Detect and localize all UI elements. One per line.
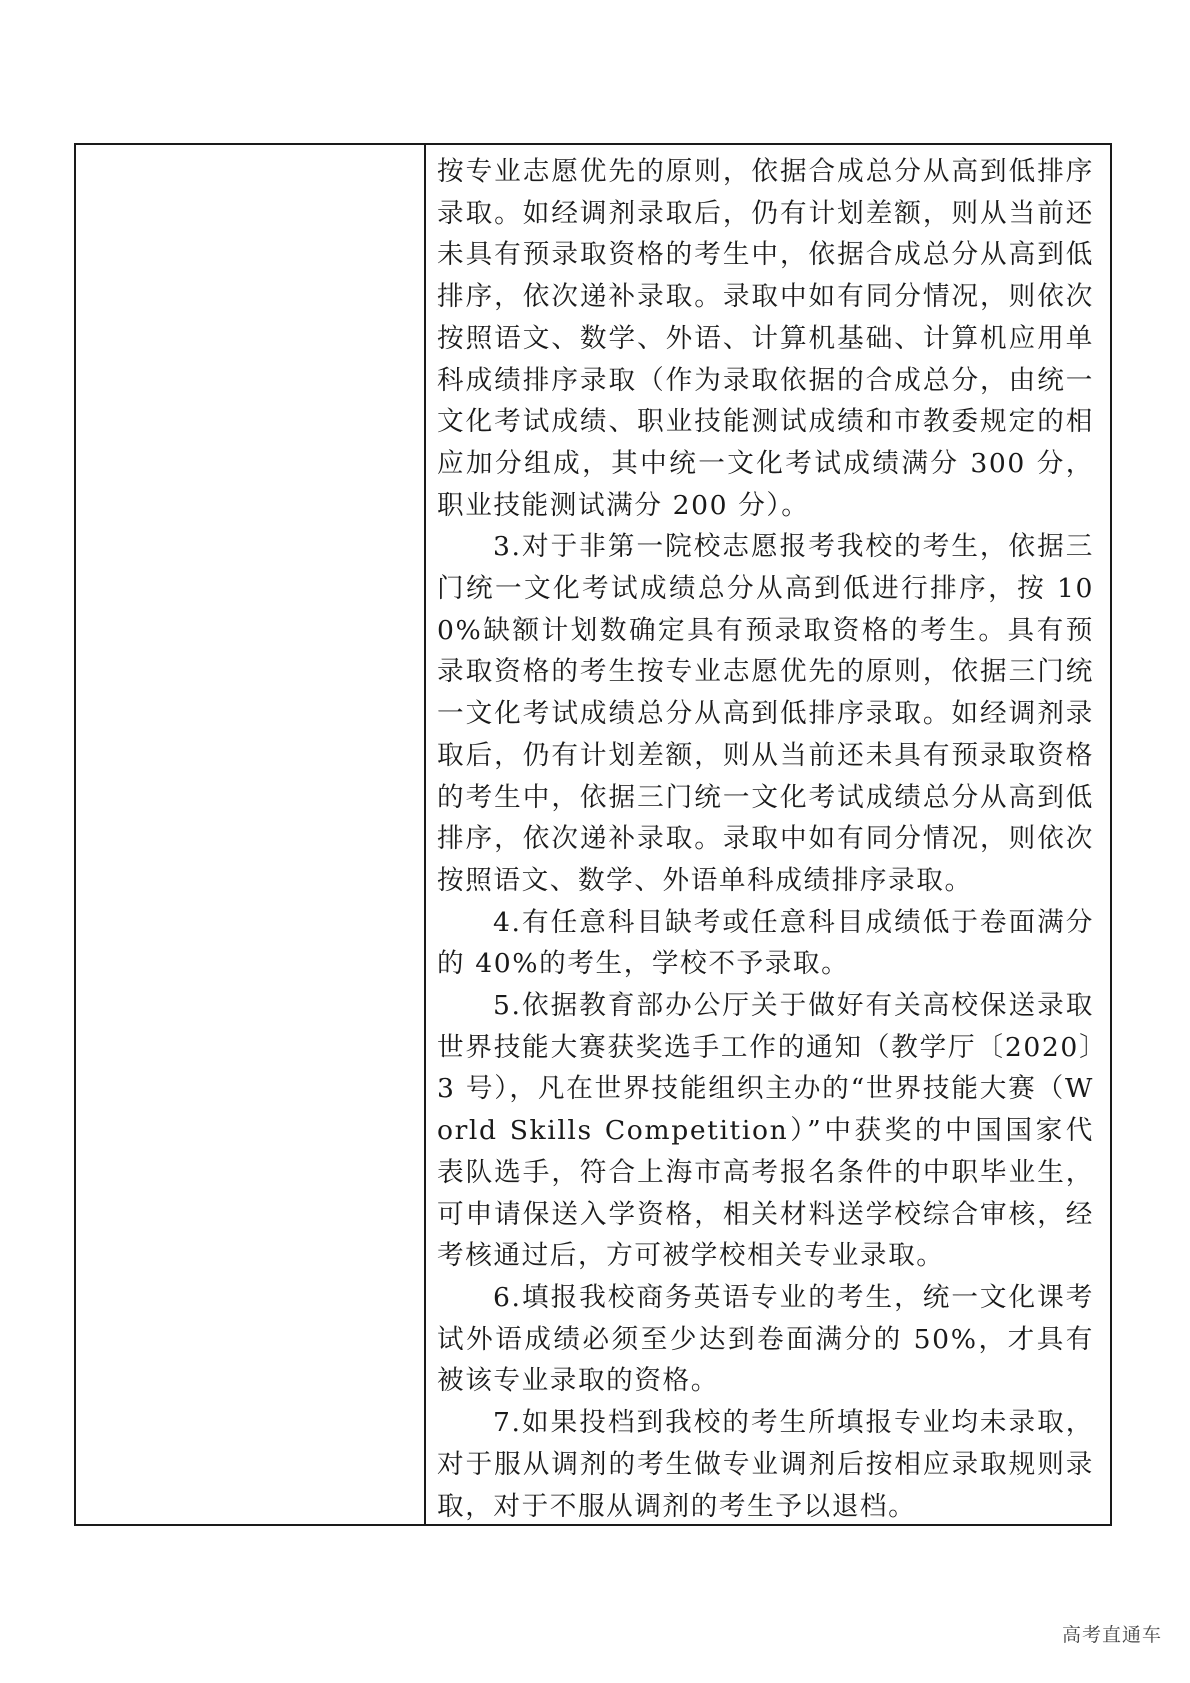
admission-rules-table — [74, 143, 1112, 1526]
paragraph-rule-6: 6.填报我校商务英语专业的考生，统一文化课考试外语成绩必须至少达到卷面满分的 50%，才具有被该专业录取的资格。 — [437, 1281, 1094, 1397]
paragraph-continued-rule: 按专业志愿优先的原则，依据合成总分从高到低排序录取。如经调剂录取后，仍有计划差额，则从当前还未具有预录取资格的考生中，依据合成总分从高到低排序，依次递补录取。录取中如有同分情况，则依次按照语文、数学、外语、计算机基础、计算机应用单科成绩排序录取（作为录取依据的合成总分，由统一文化考试成绩、职业技能测试成绩和市教委规定的相应加分组成，其中统一文化考试成绩满分 300 分，职业技能测试满分 200 分）。 — [437, 156, 1094, 521]
paragraph-rule-5: 5.依据教育部办公厅关于做好有关高校保送录取世界技能大赛获奖选手工作的通知（教学厅〔2020〕3 号），凡在世界技能组织主办的“世界技能大赛（World Skills Competition）”中获奖的中国国家代表队选手，符合上海市高考报名条件的中职毕业生，可申请保送入学资格，相关材料送学校综合审核，经考核通过后，方可被学校相关专业录取。 — [437, 990, 1094, 1272]
watermark-text: 高考直通车 — [1061, 1624, 1162, 1646]
paragraph-rule-3: 3.对于非第一院校志愿报考我校的考生，依据三门统一文化考试成绩总分从高到低进行排序，按 100%缺额计划数确定具有预录取资格的考生。具有预录取资格的考生按专业志愿优先的原则，依据三门统一文化考试成绩总分从高到低排序录取。如经调剂录取后，仍有计划差额，则从当前还未具有预录取资格的考生中，依据三门统一文化考试成绩总分从高到低排序，依次递补录取。录取中如有同分情况，则依次按照语文、数学、外语单科成绩排序录取。 — [437, 531, 1094, 896]
table-right-cell — [426, 145, 1110, 1524]
paragraph-rule-4: 4.有任意科目缺考或任意科目成绩低于卷面满分的 40%的考生，学校不予录取。 — [437, 906, 1094, 980]
table-left-cell — [76, 145, 426, 1524]
paragraph-rule-7: 7.如果投档到我校的考生所填报专业均未录取，对于服从调剂的考生做专业调剂后按相应录取规则录取，对于不服从调剂的考生予以退档。 — [437, 1407, 1094, 1522]
